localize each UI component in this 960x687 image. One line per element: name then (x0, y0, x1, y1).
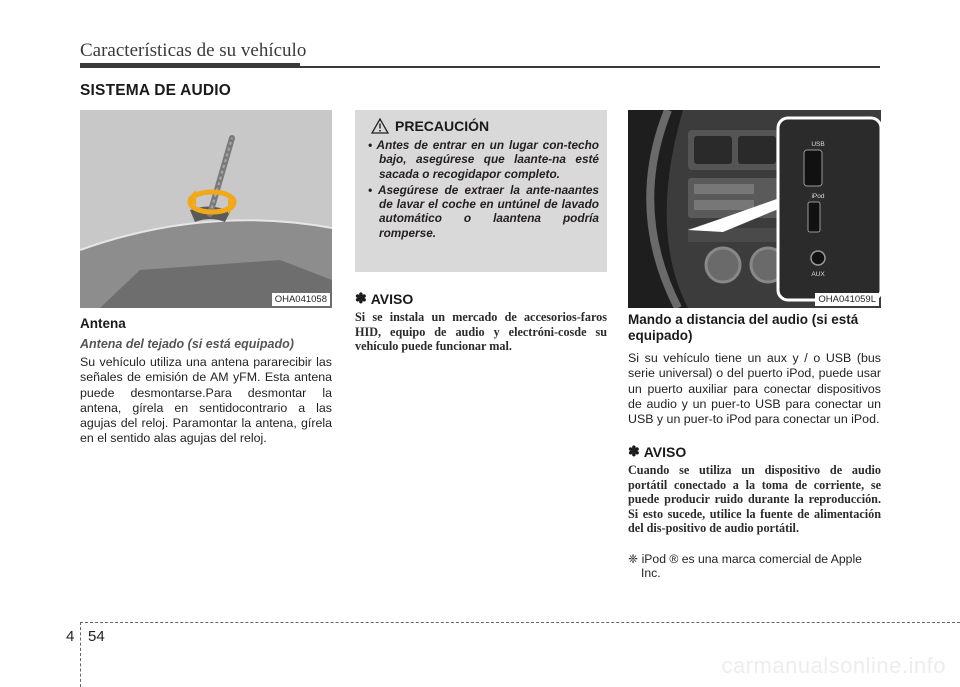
aviso-header-2 (628, 443, 881, 460)
antenna-title: Antena (80, 316, 126, 331)
aviso-title-1: AVISO (370, 290, 414, 307)
aux-port-label: AUX (811, 271, 825, 278)
antenna-figure (80, 110, 332, 308)
warning-triangle-icon (371, 118, 389, 134)
aviso-text-1: Si se instala un mercado de accesorios-faros HID, equipo de audio y electróni-cosde su vehículo puede funcionar mal. (355, 310, 607, 353)
antenna-illustration (80, 110, 332, 308)
caution-item: • Asegúrese de extraer la ante-naantes de lavar el coche en untúnel de lavado automático o laantena podría romperse. (363, 183, 599, 240)
aviso-block-1 (355, 290, 607, 354)
star-icon: ✽ (628, 443, 640, 460)
footer-divider (80, 622, 81, 687)
audio-remote-figure-code: OHA041059L (815, 293, 879, 306)
audio-remote-body: Si su vehículo tiene un aux y / o USB (bus serie universal) o del puerto iPod, puede usar un puerto auxiliar para conectar dispositivos de audio y un puer-to USB para conectar un USB y un puer-to iPod para conectar un iPod. (628, 351, 881, 427)
caution-column (355, 110, 607, 354)
aviso-text-2: Cuando se utiliza un dispositivo de audio portátil conectado a la toma de corriente, se puede producir ruido durante la reproducción. Si esto sucede, utilice la fuente de alimentación del dis-positivo de audio portátil. (628, 463, 881, 536)
chapter-number: 4 (66, 628, 75, 645)
antenna-section (80, 316, 332, 447)
audio-remote-figure (628, 110, 881, 308)
caution-list (363, 138, 599, 240)
caution-box (355, 110, 607, 272)
ipod-port-label: iPod (811, 193, 825, 200)
ipod-trademark-note: ❈ iPod ® es una marca comercial de Apple Inc. (628, 551, 862, 580)
caution-title: PRECAUCIÓN (395, 118, 490, 134)
caution-item: • Antes de entrar en un lugar con-techo bajo, asegúrese que laante-na esté sacada o recogidapor completo. (363, 138, 599, 181)
antenna-figure-code: OHA041058 (272, 293, 330, 306)
section-title: SISTEMA DE AUDIO (80, 82, 232, 99)
audio-remote-section (628, 312, 881, 580)
footer-rule (80, 622, 960, 623)
page-number: 54 (88, 628, 105, 645)
header-rule (80, 66, 880, 68)
aviso-title-2: AVISO (643, 443, 687, 460)
header-title: Características de su vehículo (80, 40, 307, 61)
usb-port-label: USB (811, 141, 825, 148)
watermark: carmanualsonline.info (721, 653, 946, 678)
antenna-body: Su vehículo utiliza una antena pararecibir las señales de emisión de AM yFM. Esta antena puede desmontarse.Para desmontar la antena, gírela en sentidocontrario a las agujas del reloj. Paramontar la antena, gírela en el sentido alas agujas del reloj. (80, 355, 332, 446)
antenna-subtitle: Antena del tejado (si está equipado) (80, 337, 294, 351)
audio-remote-illustration (628, 110, 881, 308)
audio-remote-title: Mando a distancia del audio (si está equipado) (628, 312, 859, 343)
star-icon: ✽ (355, 290, 367, 306)
aviso-header-1 (355, 290, 607, 307)
aviso-block-2 (628, 443, 881, 580)
caution-header (371, 118, 599, 134)
